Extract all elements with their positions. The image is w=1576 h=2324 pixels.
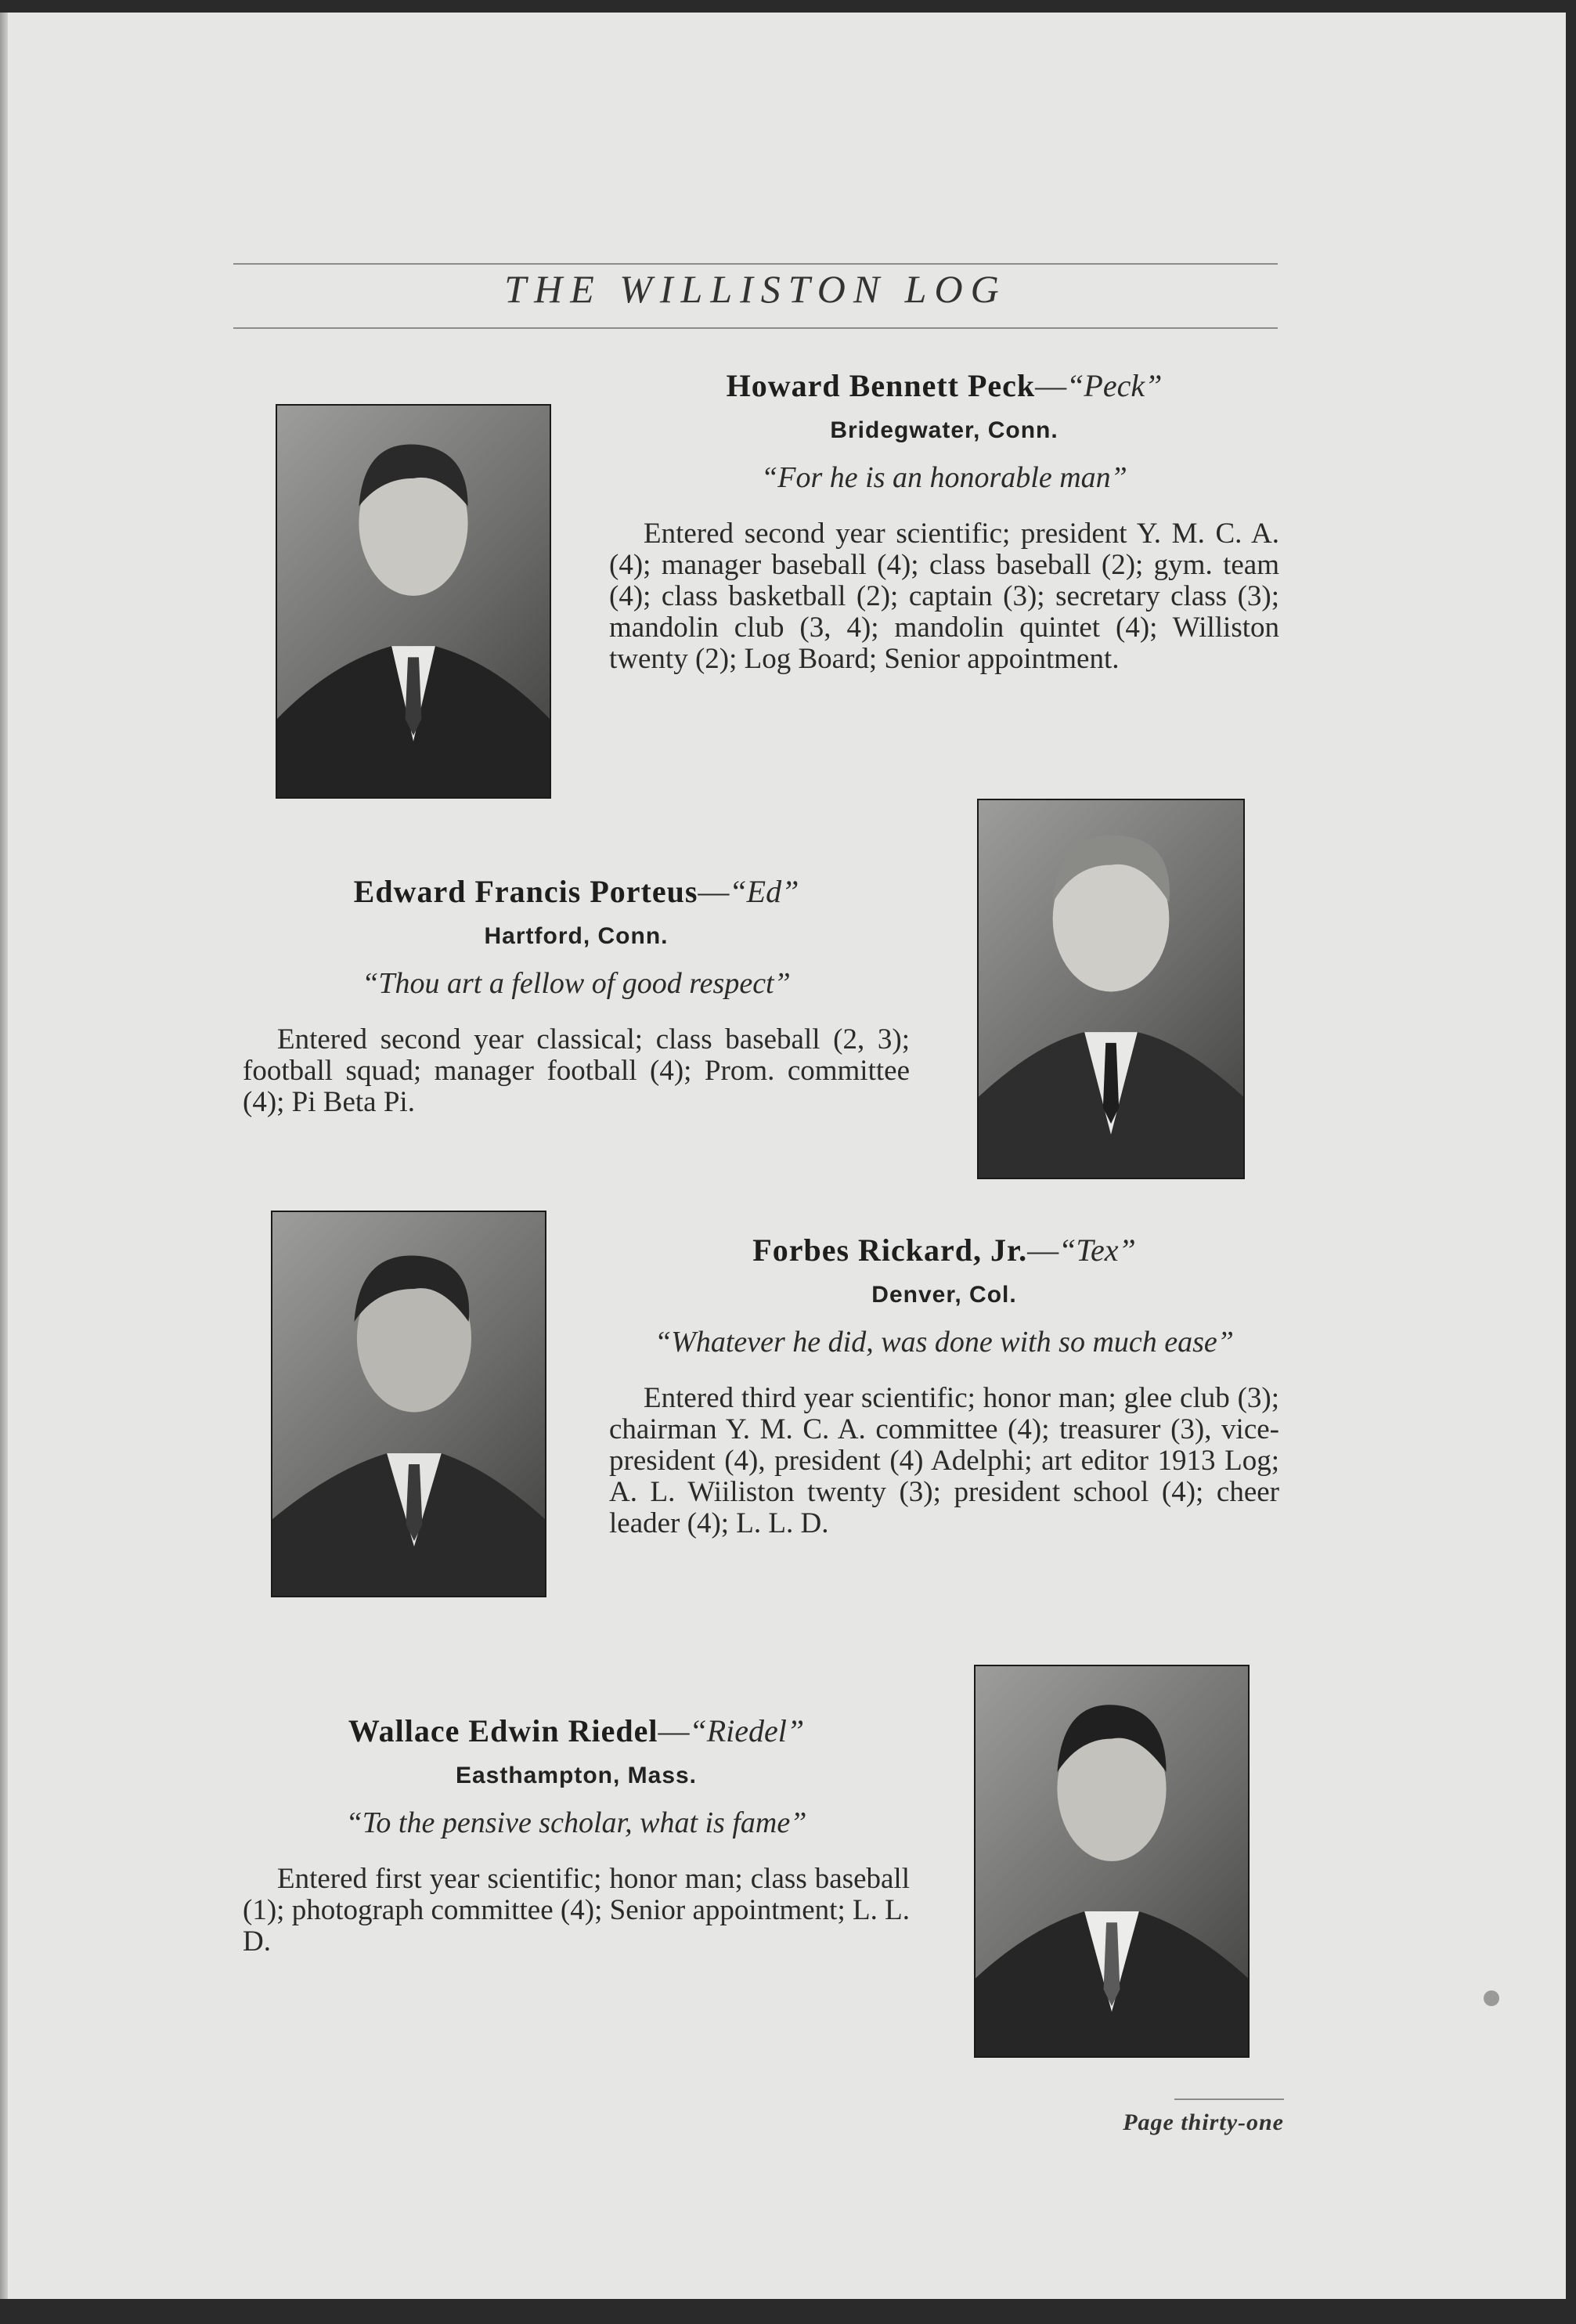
entry-peck bbox=[609, 366, 1279, 675]
student-nickname: “Tex” bbox=[1058, 1232, 1136, 1268]
entry-riedel bbox=[243, 1712, 910, 1958]
portrait-photo-riedel bbox=[974, 1665, 1250, 2058]
student-name-line bbox=[243, 1712, 910, 1751]
name-dash: — bbox=[658, 1713, 690, 1748]
name-dash: — bbox=[1027, 1232, 1059, 1268]
student-name: Edward Francis Porteus bbox=[353, 874, 698, 909]
student-hometown: Denver, Col. bbox=[871, 1282, 1017, 1308]
student-nickname: “Riedel” bbox=[689, 1713, 805, 1748]
portrait-photo-porteus bbox=[977, 799, 1245, 1179]
student-bio: Entered third year scientific; honor man; glee club (3); chairman Y. M. C. A. committee (4); treasurer (3), vice-president (4), president (4) Adelphi; art editor 1913 Log; A. L. Wiiliston twenty (3); president school (4); cheer leader (4); L. L. D. bbox=[609, 1382, 1279, 1539]
name-dash: — bbox=[1035, 368, 1067, 403]
student-hometown: Easthampton, Mass. bbox=[455, 1763, 698, 1788]
student-name: Forbes Rickard, Jr. bbox=[752, 1232, 1028, 1268]
entry-rickard bbox=[609, 1231, 1279, 1539]
student-bio: Entered second year classical; class baseball (2, 3); football squad; manager football (4); Prom. committee (4); Pi Beta Pi. bbox=[243, 1023, 910, 1118]
entry-porteus bbox=[243, 872, 910, 1118]
student-quote: “To the pensive scholar, what is fame” bbox=[345, 1806, 807, 1839]
student-bio: Entered second year scientific; president Y. M. C. A. (4); manager baseball (4); class baseball (2); gym. team (4); class basketball (2); captain (3); secretary class (3); mandolin club (3, 4); mandolin quintet (4); Williston twenty (2); Log Board; Senior appointment. bbox=[609, 518, 1279, 675]
student-quote: “For he is an honorable man” bbox=[761, 461, 1127, 494]
student-name-line bbox=[609, 366, 1279, 406]
student-hometown: Bridegwater, Conn. bbox=[830, 417, 1058, 443]
portrait-photo-peck bbox=[276, 404, 551, 799]
student-hometown: Hartford, Conn. bbox=[484, 923, 669, 949]
page-number-rule bbox=[1174, 2098, 1284, 2100]
page-number: Page thirty-one bbox=[1123, 2109, 1284, 2135]
student-name-line bbox=[609, 1231, 1279, 1270]
header-top-rule bbox=[233, 263, 1278, 265]
page-header-title: THE WILLISTON LOG bbox=[504, 267, 1007, 311]
student-name: Howard Bennett Peck bbox=[726, 368, 1036, 403]
student-bio: Entered first year scientific; honor man; class baseball (1); photograph committee (4); Senior appointment; L. L. D. bbox=[243, 1863, 910, 1958]
student-name-line bbox=[243, 872, 910, 911]
student-nickname: “Peck” bbox=[1066, 368, 1163, 403]
student-quote: “Whatever he did, was done with so much ease” bbox=[655, 1326, 1234, 1359]
name-dash: — bbox=[698, 874, 730, 909]
student-quote: “Thou art a fellow of good respect” bbox=[362, 967, 791, 1000]
student-nickname: “Ed” bbox=[729, 874, 799, 909]
paper-spot bbox=[1484, 1990, 1499, 2006]
portrait-photo-rickard bbox=[271, 1211, 546, 1597]
header-bottom-rule bbox=[233, 327, 1278, 329]
student-name: Wallace Edwin Riedel bbox=[348, 1713, 658, 1748]
page-binding-edge bbox=[0, 13, 8, 2299]
